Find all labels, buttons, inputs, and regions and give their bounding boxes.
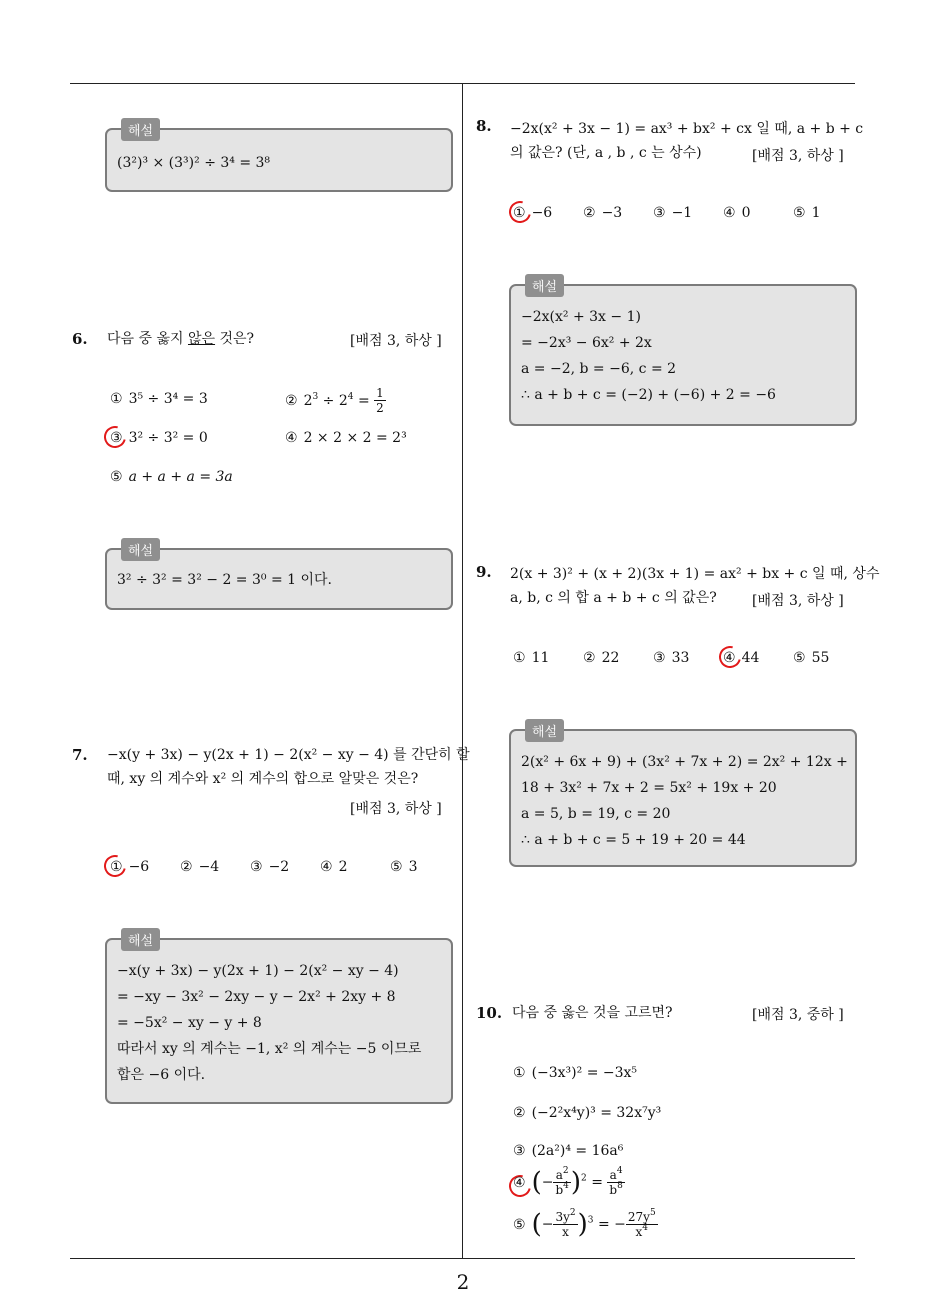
q9-choice-1[interactable]: ① 11 (513, 650, 550, 666)
q7-stem: −x(y + 3x) − y(2x + 1) − 2(x² − xy − 4) 를 간단히 할 때, xy 의 계수와 x² 의 계수의 합으로 알맞은 것은? (107, 747, 470, 787)
question-number: 8. (476, 117, 492, 135)
q6-solution-line-1: 3² ÷ 3² = 3² − 2 = 3⁰ = 1 이다. (117, 572, 332, 588)
q8-choice-4[interactable]: ④ 0 (723, 205, 751, 221)
q9-score: [배점 3, 하상 ] (752, 593, 844, 609)
question-number: 7. (72, 746, 88, 764)
q7-choice-1[interactable]: ① −6 (110, 859, 150, 875)
bottom-rule (70, 1258, 855, 1259)
q8-choice-2[interactable]: ② −3 (583, 205, 623, 221)
q6-choice-5[interactable]: ⑤ a + a + a = 3a (110, 469, 233, 485)
q7-solution-line-4: 따라서 xy 의 계수는 −1, x² 의 계수는 −5 이므로 (117, 1041, 422, 1057)
column-divider (462, 84, 463, 1258)
solution-label: 해설 (121, 928, 160, 951)
q7-score: [배점 3, 하상 ] (350, 801, 442, 817)
q8-solution-line-3: a = −2, b = −6, c = 2 (521, 361, 677, 377)
q10-score: [배점 3, 중하 ] (752, 1007, 844, 1023)
q9-solution-line-2: 18 + 3x² + 7x + 2 = 5x² + 19x + 20 (521, 780, 777, 796)
q7-choice-5[interactable]: ⑤ 3 (390, 859, 418, 875)
q8-choice-1[interactable]: ① −6 (513, 205, 553, 221)
q7-choice-2[interactable]: ② −4 (180, 859, 220, 875)
question-number: 9. (476, 563, 492, 581)
q9-solution-box (509, 725, 857, 867)
q7-choice-3[interactable]: ③ −2 (250, 859, 290, 875)
q6-choice-4[interactable]: ④ 2 × 2 × 2 = 2³ (285, 430, 407, 446)
q7-solution-line-5: 합은 −6 이다. (117, 1067, 206, 1083)
q10-stem: 다음 중 옳은 것을 고르면? (512, 1005, 673, 1021)
q8-stem: −2x(x² + 3x − 1) = ax³ + bx² + cx 일 때, a + b + c 의 값은? (단, a , b , c 는 상수) (510, 121, 864, 161)
q7-solution-line-3: = −5x² − xy − y + 8 (117, 1015, 262, 1031)
q7-choice-4[interactable]: ④ 2 (320, 859, 348, 875)
q6-stem-text: 다음 중 옳지 않은 것은? (107, 331, 255, 347)
q5-solution-line-1: (3²)³ × (3³)² ÷ 3⁴ = 3⁸ (117, 155, 271, 171)
q7-solution-line-2: = −xy − 3x² − 2xy − y − 2x² + 2xy + 8 (117, 989, 396, 1005)
q8-solution-box (509, 280, 857, 426)
q8-solution-line-4: ∴ a + b + c = (−2) + (−6) + 2 = −6 (521, 387, 776, 403)
solution-label: 해설 (121, 538, 160, 561)
q10-choice-1[interactable]: ① (−3x³)² = −3x⁵ (513, 1065, 638, 1081)
q8-solution-line-1: −2x(x² + 3x − 1) (521, 309, 641, 325)
q5-solution-box (105, 124, 453, 192)
q10-choice-2[interactable]: ② (−2²x⁴y)³ = 32x⁷y³ (513, 1105, 662, 1121)
q9-choice-5[interactable]: ⑤ 55 (793, 650, 830, 666)
q7-solution-box (105, 934, 453, 1104)
page-number: 2 (456, 1270, 470, 1294)
solution-label: 해설 (525, 274, 564, 297)
q9-solution-line-4: ∴ a + b + c = 5 + 19 + 20 = 44 (521, 832, 746, 848)
solution-label: 해설 (525, 719, 564, 742)
question-number: 10. (476, 1004, 503, 1022)
q9-choice-2[interactable]: ② 22 (583, 650, 620, 666)
q8-score: [배점 3, 하상 ] (752, 148, 844, 164)
q10-choice-3[interactable]: ③ (2a²)⁴ = 16a⁶ (513, 1143, 624, 1159)
q9-stem: 2(x + 3)² + (x + 2)(3x + 1) = ax² + bx + c 일 때, 상수 a, b, c 의 합 a + b + c 의 값은? (510, 566, 880, 606)
q10-choice-4[interactable]: ④ (− $\frac{a^2}{b^4}$ )$^2$ = $\frac{a^4}{b^8}$ (513, 1166, 623, 1198)
q6-stem (107, 327, 254, 351)
q8-choice-5[interactable]: ⑤ 1 (793, 205, 821, 221)
q9-choice-3[interactable]: ③ 33 (653, 650, 690, 666)
question-number: 6. (72, 330, 88, 348)
q6-choice-2[interactable]: ② $2^3 \div 2^4$ = $\frac{1}{2}$ (285, 386, 384, 415)
answer-circle (100, 422, 130, 452)
q8-choice-3[interactable]: ③ −1 (653, 205, 693, 221)
q10-choice-5[interactable]: ⑤ (− $\frac{3y^2}{x}$ )$^3$ = − $\frac{27y^5}{x^4}$ (513, 1208, 656, 1240)
q6-score: [배점 3, 하상 ] (350, 333, 442, 349)
q9-choice-4[interactable]: ④ 44 (723, 650, 760, 666)
q6-choice-1[interactable]: ① 3⁵ ÷ 3⁴ = 3 (110, 391, 208, 407)
q9-solution-line-3: a = 5, b = 19, c = 20 (521, 806, 671, 822)
q6-solution-box (105, 544, 453, 610)
solution-label: 해설 (121, 118, 160, 141)
q7-solution-line-1: −x(y + 3x) − y(2x + 1) − 2(x² − xy − 4) (117, 963, 399, 979)
q8-solution-line-2: = −2x³ − 6x² + 2x (521, 335, 652, 351)
q6-choice-3[interactable]: ③ 3² ÷ 3² = 0 (110, 430, 208, 446)
q9-solution-line-1: 2(x² + 6x + 9) + (3x² + 7x + 2) = 2x² + 12x + (521, 754, 848, 770)
